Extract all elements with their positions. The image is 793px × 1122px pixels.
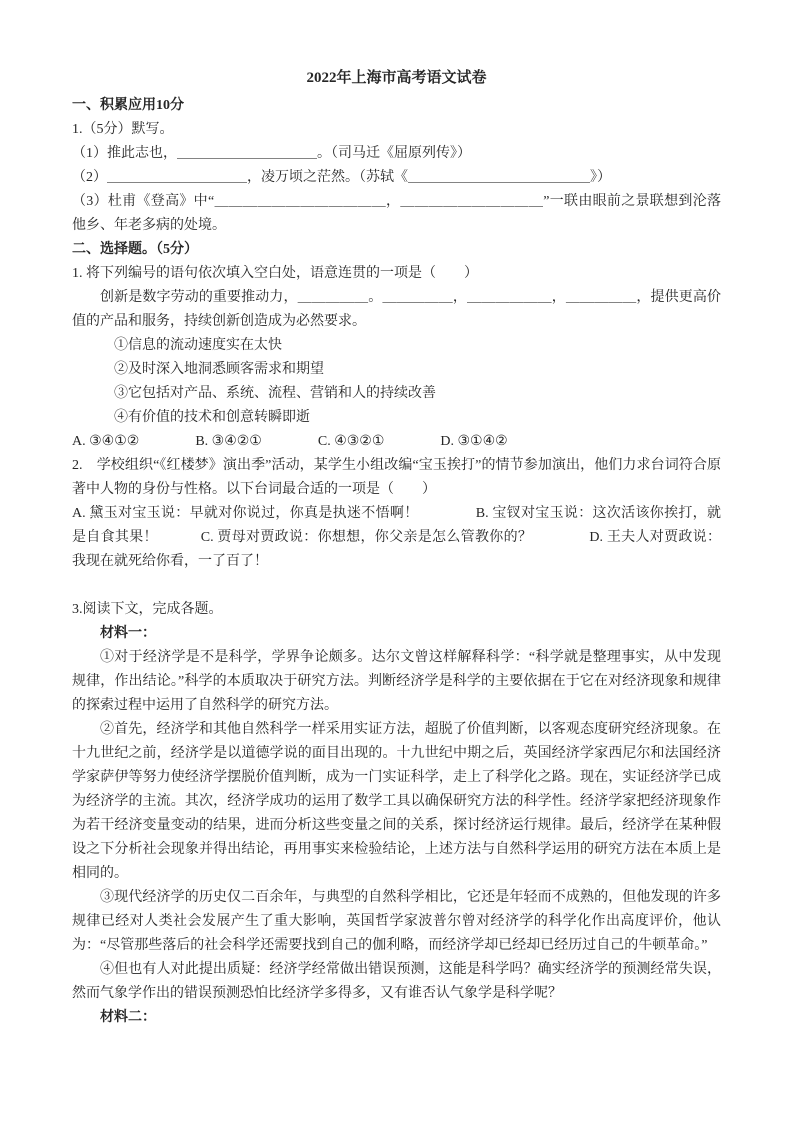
section1-heading: 一、积累应用10分 [72, 98, 184, 113]
page-title: 2022年上海市高考语文试卷 [306, 70, 487, 86]
material1-paragraph-2: ②首先，经济学和其他自然科学一样采用实证方法，超脱了价值判断，以客观态度研究经济现象。在十九世纪之前，经济学是以道德学说的面目出现的。十九世纪中期之后，英国经济学家西尼尔和法国经济学家萨伊等努力使经济学摆脱价值判断，成为一门实证科学，走上了科学化之路。现在，实证经济学已成为经济学的主流。其次，经济学成功的运用了数学工具以确保研究方法的科学性。经济学家把经济现象作为若干经济变量变动的结果，进而分析这些变量之间的关系，探讨经济运行规律。最后，经济学在某种假设之下分析社会现象并得出结论，再用事实来检验结论，上述方法与自然科学运用的研究方法在本质上是相同的。 [72, 722, 721, 881]
dictation-question-stem: 1.（5分）默写。 [72, 122, 174, 137]
choice-question1-item-2: ②及时深入地洞悉顾客需求和期望 [114, 362, 324, 377]
choice-question1-item-4: ④有价值的技术和创意转瞬即逝 [114, 410, 310, 425]
section2-heading: 二、选择题。（5分） [72, 242, 198, 257]
material1-paragraph-1: ①对于经济学是不是科学，学界争论颇多。达尔文曾这样解释科学：“科学就是整理事实，从中发现规律，作出结论。”科学的本质取决于研究方法。判断经济学是科学的主要依据在于它在对经济现象和规律的探索过程中运用了自然科学的研究方法。 [72, 650, 721, 713]
choice-question1-stem: 1. 将下列编号的语句依次填入空白处，语意连贯的一项是（ ） [72, 266, 478, 281]
reading-question-stem: 3.阅读下文，完成各题。 [72, 602, 223, 617]
material1-paragraph-4: ④但也有人对此提出质疑：经济学经常做出错误预测，这能是科学吗？确实经济学的预测经常失误，然而气象学作出的错误预测恐怕比经济学多得多，又有谁否认气象学是科学呢？ [72, 962, 721, 1001]
dictation-blank-3: （3）杜甫《登高》中“＿＿＿＿＿＿＿＿＿＿＿＿，＿＿＿＿＿＿＿＿＿＿”一联由眼前之景联想到沦落他乡、年老多病的处境。 [72, 194, 721, 233]
choice-question1-item-3: ③它包括对产品、系统、流程、营销和人的持续改善 [114, 386, 436, 401]
dictation-blank-1: （1）推此志也，＿＿＿＿＿＿＿＿＿＿。（司马迁《屈原列传》） [72, 146, 471, 161]
choice-question1-options: A. ③④①② B. ③④②① C. ④③②① D. ③①④② [72, 434, 508, 449]
material2-heading: 材料二： [100, 1010, 156, 1025]
material1-paragraph-3: ③现代经济学的历史仅二百余年，与典型的自然科学相比，它还是年轻而不成熟的，但他发现的许多规律已经对人类社会发展产生了重大影响，英国哲学家波普尔曾对经济学的科学化作出高度评价，他认为：“尽管那些落后的社会科学还需要找到自己的伽利略，而经济学却已经却已经历过自己的牛顿革命。” [72, 890, 721, 953]
choice-question1-passage: 创新是数字劳动的重要推动力，＿＿＿＿＿。＿＿＿＿＿，＿＿＿＿＿＿，＿＿＿＿＿，提供更高价值的产品和服务，持续创新创造成为必然要求。 [72, 290, 721, 329]
choice-question2-stem: 2. 学校组织“《红楼梦》演出季”活动，某学生小组改编“宝玉挨打”的情节参加演出，他们力求台词符合原著中人物的身份与性格。以下台词最合适的一项是（ ） [72, 458, 721, 497]
choice-question1-item-1: ①信息的流动速度实在太快 [114, 338, 282, 353]
dictation-blank-2: （2）＿＿＿＿＿＿＿＿＿＿，凌万顷之茫然。（苏轼《＿＿＿＿＿＿＿＿＿＿＿＿＿》） [72, 170, 611, 185]
choice-question2-options: A. 黛玉对宝玉说：早就对你说过，你真是执迷不悟啊！ B. 宝钗对宝玉说：这次活该你挨打，就是自食其果！ C. 贾母对贾政说：你想想，你父亲是怎么管教你的？ D. 王夫人对贾政说：我现在就死给你看，一了百了！ [72, 506, 721, 569]
material1-heading: 材料一： [100, 626, 156, 641]
